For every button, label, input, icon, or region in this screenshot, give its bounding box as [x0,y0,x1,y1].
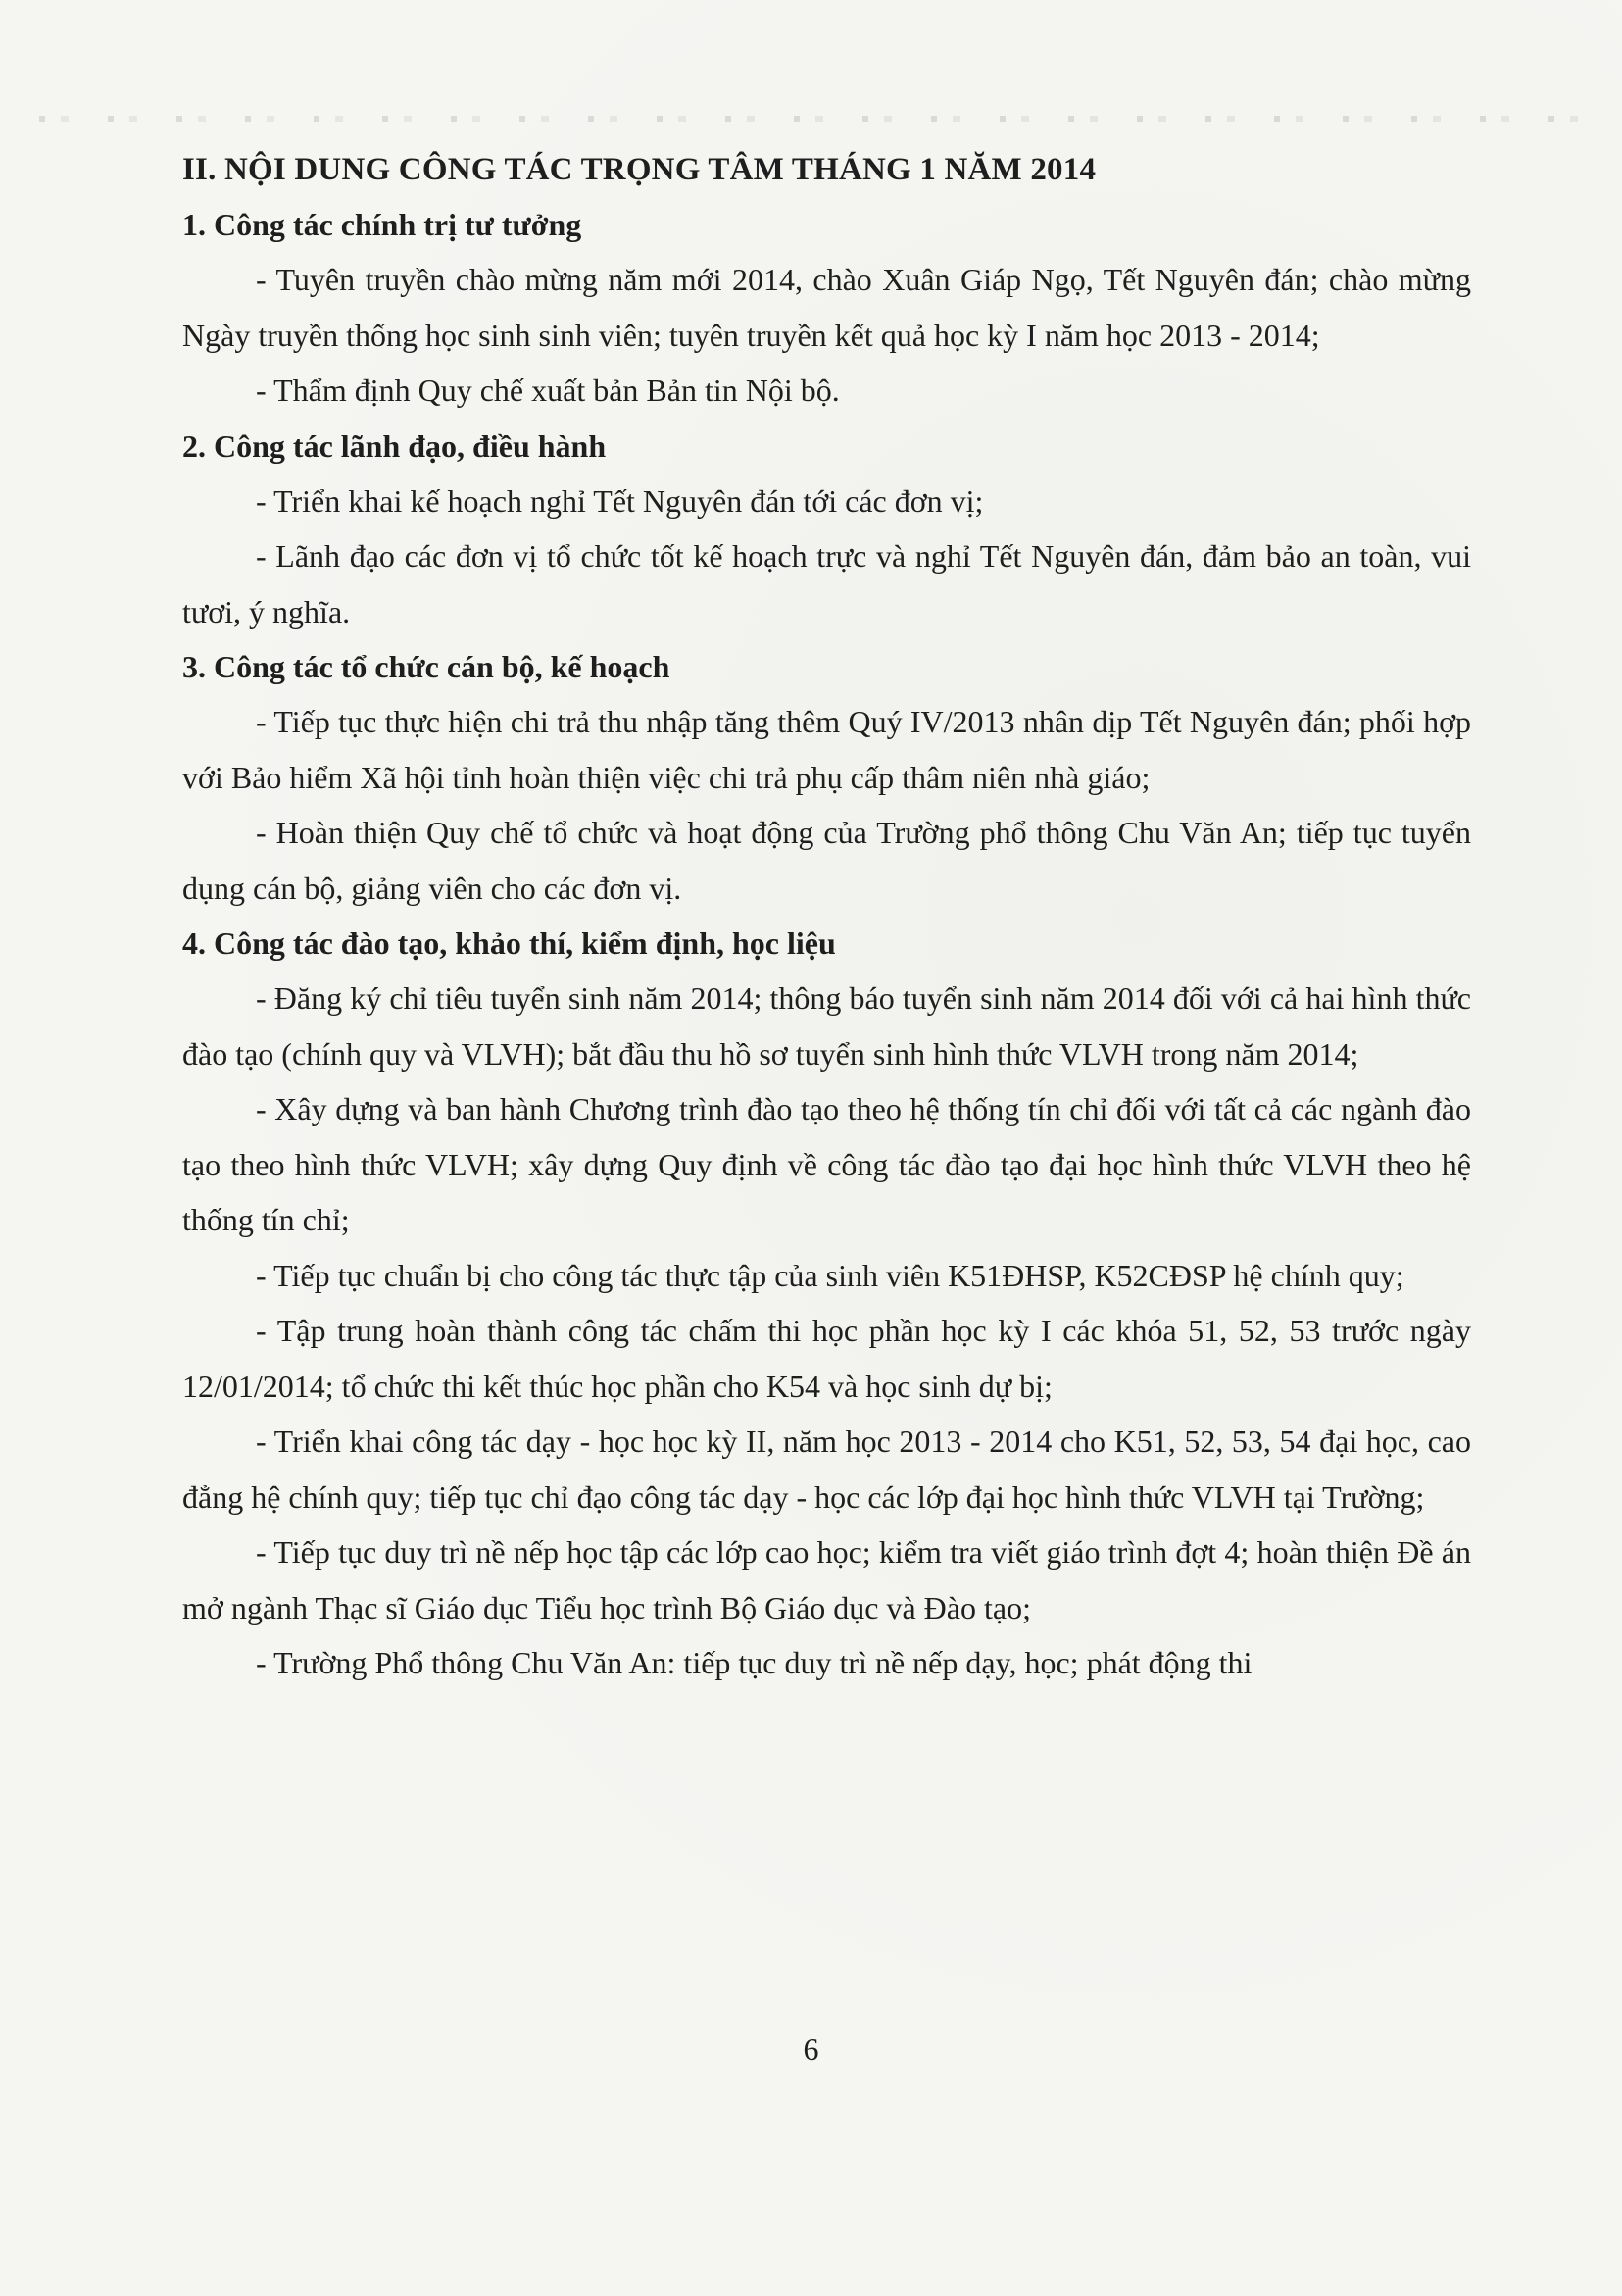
document-body [182,142,1471,1691]
section-political-work [182,197,1471,419]
paragraph: - Trường Phổ thông Chu Văn An: tiếp tục duy trì nề nếp dạy, học; phát động thi [256,1645,1253,1680]
section-personnel-planning [182,639,1471,916]
section-training-testing [182,916,1471,1691]
paragraph: - Tiếp tục duy trì nề nếp học tập các lớp cao học; kiểm tra viết giáo trình đợt 4; hoàn thiện Đề án mở ngành Thạc sĩ Giáo dục Tiểu học trình Bộ Giáo dục và Đào tạo; [182,1534,1471,1625]
section-heading: 3. Công tác tổ chức cán bộ, kế hoạch [182,649,670,684]
paragraph: - Tuyên truyền chào mừng năm mới 2014, chào Xuân Giáp Ngọ, Tết Nguyên đán; chào mừng Ngày truyền thống học sinh sinh viên; tuyên truyền kết quả học kỳ I năm học 2013 - 2014; [182,262,1471,353]
section-leadership [182,419,1471,640]
paragraph: - Đăng ký chỉ tiêu tuyển sinh năm 2014; thông báo tuyển sinh năm 2014 đối với cả hai hình thức đào tạo (chính quy và VLVH); bắt đầu thu hồ sơ tuyển sinh hình thức VLVH trong năm 2014; [182,980,1471,1072]
paragraph: - Thẩm định Quy chế xuất bản Bản tin Nội bộ. [256,373,840,408]
paragraph: - Tập trung hoàn thành công tác chấm thi học phần học kỳ I các khóa 51, 52, 53 trước ngày 12/01/2014; tổ chức thi kết thúc học phần cho K54 và học sinh dự bị; [182,1313,1471,1404]
paragraph: - Tiếp tục chuẩn bị cho công tác thực tập của sinh viên K51ĐHSP, K52CĐSP hệ chính quy; [256,1257,1404,1293]
paragraph: - Tiếp tục thực hiện chi trả thu nhập tăng thêm Quý IV/2013 nhân dịp Tết Nguyên đán; phối hợp với Bảo hiểm Xã hội tỉnh hoàn thiện việc chi trả phụ cấp thâm niên nhà giáo; [182,704,1471,795]
paragraph: - Lãnh đạo các đơn vị tổ chức tốt kế hoạch trực và nghỉ Tết Nguyên đán, đảm bảo an toàn, vui tươi, ý nghĩa. [182,538,1471,629]
section-heading: 2. Công tác lãnh đạo, điều hành [182,427,607,464]
paragraph: - Xây dựng và ban hành Chương trình đào tạo theo hệ thống tín chỉ đối với tất cả các ngành đào tạo theo hình thức VLVH; xây dựng Quy định về công tác đào tạo đại học hình thức VLVH theo hệ thống tín chỉ; [182,1091,1471,1237]
paragraph: - Triển khai công tác dạy - học học kỳ II, năm học 2013 - 2014 cho K51, 52, 53, 54 đại học, cao đẳng hệ chính quy; tiếp tục chỉ đạo công tác dạy - học các lớp đại học hình thức VLVH tại Trường; [182,1423,1471,1515]
paragraph: - Triển khai kế hoạch nghỉ Tết Nguyên đán tới các đơn vị; [256,482,984,519]
page-number: 6 [803,2031,819,2067]
paragraph: - Hoàn thiện Quy chế tổ chức và hoạt động của Trường phổ thông Chu Văn An; tiếp tục tuyển dụng cán bộ, giảng viên cho các đơn vị. [182,815,1471,906]
section-heading: 4. Công tác đào tạo, khảo thí, kiểm định, học liệu [182,925,836,961]
scan-artifact-line [39,116,1578,122]
document-title: II. NỘI DUNG CÔNG TÁC TRỌNG TÂM THÁNG 1 NĂM 2014 [182,152,1097,187]
section-heading: 1. Công tác chính trị tư tưởng [182,207,582,242]
